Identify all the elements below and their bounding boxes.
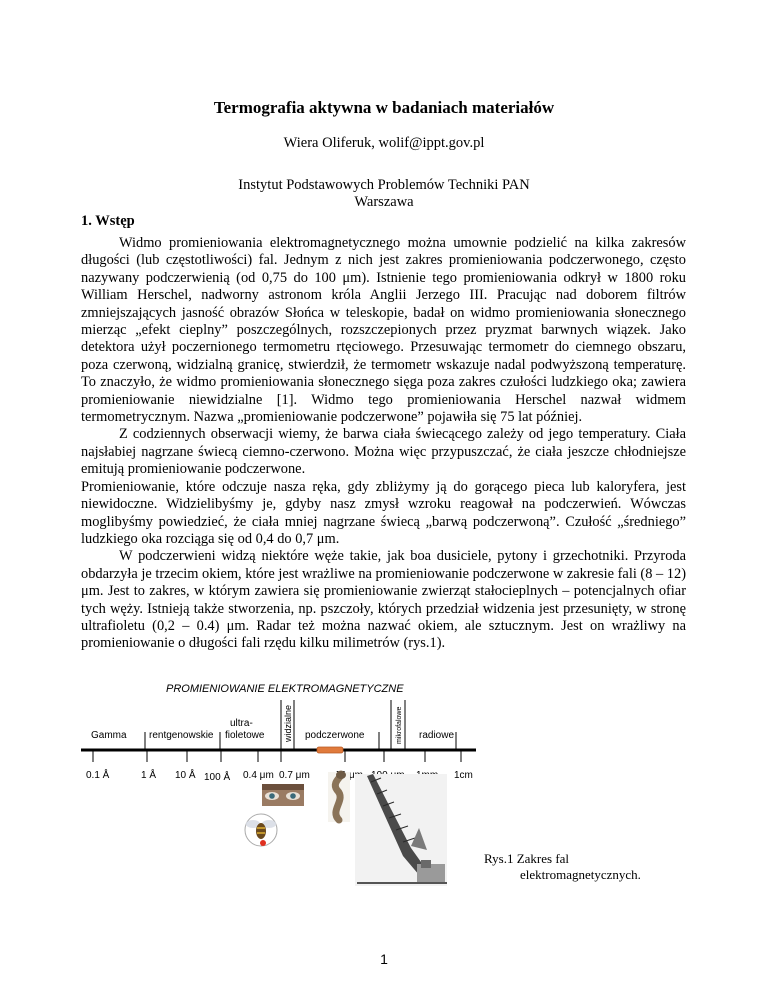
band-label-uv-1: ultra-	[230, 718, 253, 729]
paragraph-2: Z codziennych obserwacji wiemy, że barwa ciała świecącego zależy od jego temperatury. Ciała najsłabiej nagrzane świecą ciemno-czerwono. Można więc przypuszczać, że ciała jeszcze chłodniejsze emitują promieniowanie podczerwone.	[81, 426, 686, 478]
paragraph-4: W podczerwieni widzą niektóre węże takie, jak boa dusiciele, pytony i grzechotniki. Przyroda obdarzyła je trzecim okiem, które jest wrażliwe na promieniowanie podczerwone w zakresie fali (8 – 12) μm. Jest to zakres, w którym zawiera się promieniowanie zwierząt stałocieplnych – potencjalnych ofiar tych węży. Istnieją także stworzenia, np. pszczoły, których przedział widzenia jest przesunięty, w stronę ultrafioletu (0,2 – 0.4) μm. Radar też można nazwać okiem, ale sztucznym. Jest on wrażliwy na promieniowanie o długości fali rzędu kilku milimetrów (rys.1).	[81, 548, 686, 652]
figure-caption	[484, 851, 641, 883]
affiliation	[0, 177, 768, 211]
tick-label: 0.4 μm	[243, 770, 274, 781]
band-label-infrared: podczerwone	[305, 730, 365, 741]
paragraph-1: Widmo promieniowania elektromagnetycznego można umownie podzielić na kilka zakresów długości (lub częstotliwości) fal. Jednym z nich jest zakres promieniowania podczerwonego, często nazywany podczerwienią (od 0,75 do 100 μm). Istnienie tego promieniowania odkrył w 1800 roku William Herschel, nadworny astronom króla Anglii Jerzego III. Pracując nad doborem filtrów zmniejszających jasność obrazów Słońca w teleskopie, badał on widmo promieniowania słonecznego mierząc „efekt cieplny” poszczególnych, rozszczepionych przez pryzmat barwnych wiązek. Jako detektora użył poczernionego termometru rtęciowego. Przesuwając termometr do ciemnego obszaru, poza czerwoną, widzialną granicę, stwierdził, że termometr wskazuje nadal podwyższoną temperaturę. To znaczyło, że widmo promieniowania słonecznego sięga poza zakres czułości ludzkiego oka; zawiera promieniowanie niewidzialne [1]. Widmo tego promieniowania Herschel nazwał widmem termometrycznym. Nazwa „promieniowanie podczerwone” pojawiła się 75 lat później.	[81, 235, 686, 426]
paper-title: Termografia aktywna w badaniach materiałów	[213, 98, 555, 117]
tick-label: 1cm	[454, 770, 473, 781]
tick-label: 1 Å	[141, 770, 157, 781]
figure-title: PROMIENIOWANIE ELEKTROMAGNETYCZNE	[166, 683, 404, 695]
tick-label: 0.1 Å	[86, 770, 110, 781]
band-label-microwave: mikrofalowe	[396, 706, 403, 744]
axis-ticks	[93, 750, 461, 762]
paragraph-3: Promieniowanie, które odczuje nasza ręka, gdy zbliżymy ją do gorącego pieca lub kaloryfera, jest niewidoczne. Widzielibyśmy je, gdyby nasz zmysł wzroku reagował na podczerwień. Wówczas moglibyśmy powiedzieć, że ciała mniej nagrzane świecą „barwą podczerwoną”. Czułość „średniego” ludzkiego oka rozciąga się od 0,4 do 0,7 μm.	[81, 478, 686, 547]
snake-photo	[328, 771, 350, 822]
band-separators	[145, 700, 456, 750]
band-label-xray: rentgenowskie	[149, 730, 214, 741]
tick-label: 0.7 μm	[279, 770, 310, 781]
author-line: Wiera Oliferuk, wolif@ippt.gov.pl	[283, 135, 485, 151]
eye-photo	[262, 784, 304, 806]
infrared-marker	[317, 747, 343, 753]
band-label-uv-2: fioletowe	[225, 730, 265, 741]
caption-line-1: Rys.1 Zakres fal	[484, 851, 570, 866]
section-heading: 1. Wstęp	[81, 213, 135, 229]
band-label-visible: widzialne	[283, 704, 293, 742]
page-number: 1	[380, 951, 388, 967]
body-text	[81, 235, 686, 653]
caption-line-2: elektromagnetycznych.	[520, 867, 641, 882]
city-name: Warszawa	[354, 194, 414, 210]
tick-label: 100 Å	[204, 772, 231, 783]
band-label-gamma: Gamma	[91, 730, 127, 741]
tick-label: 10 Å	[175, 770, 196, 781]
band-label-radio: radiowe	[419, 730, 455, 741]
institution-name: Instytut Podstawowych Problemów Techniki PAN	[238, 177, 530, 193]
radar-dish-photo	[355, 774, 447, 886]
bee-photo	[245, 814, 277, 846]
